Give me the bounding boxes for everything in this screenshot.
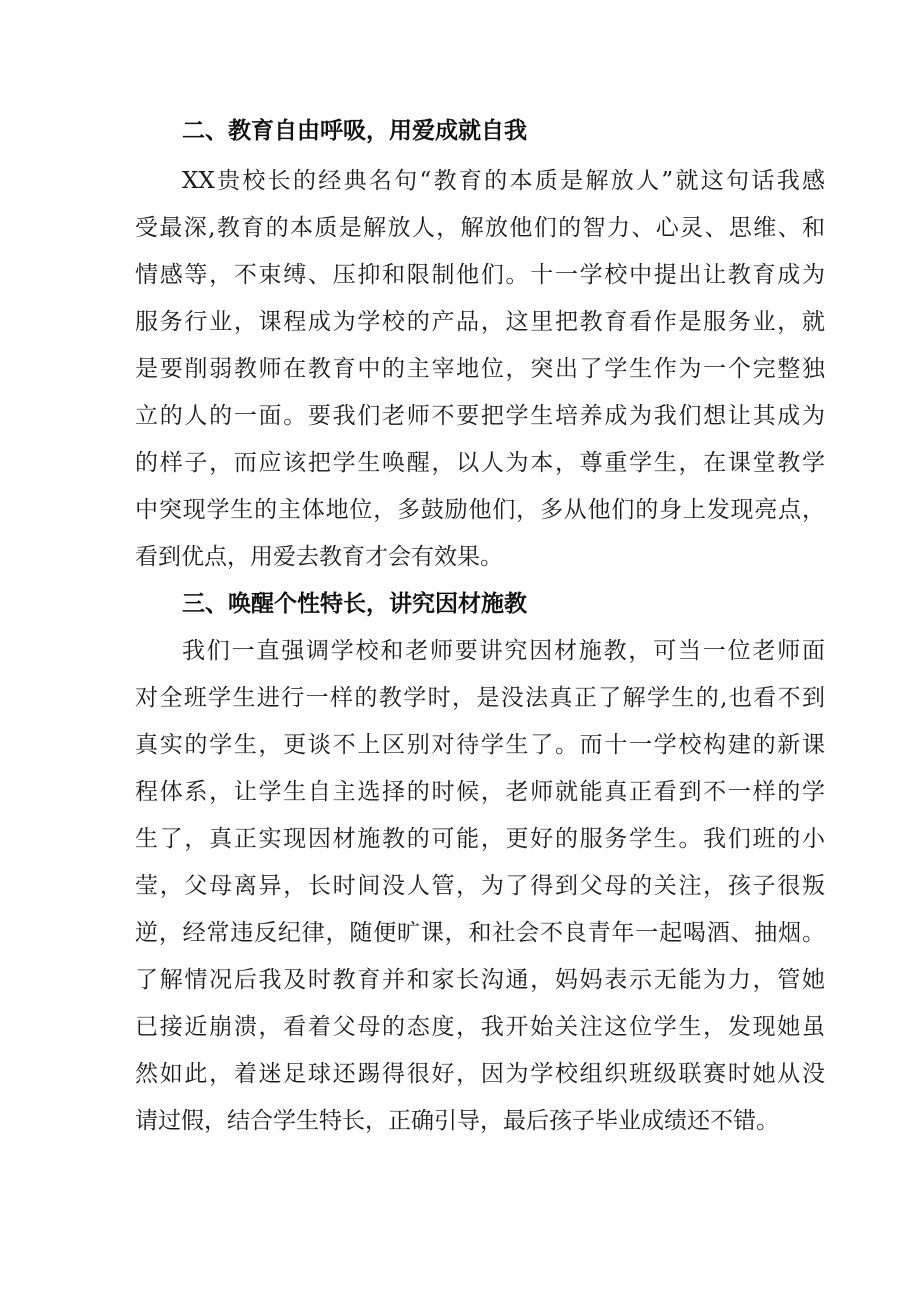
- paragraph-line: 受最深,教育的本质是解放人，解放他们的智力、心灵、思维、和: [135, 215, 825, 241]
- paragraph-line: 真实的学生，更谈不上区别对待学生了。而十一学校构建的新课: [135, 732, 825, 758]
- paragraph-line: 已接近崩溃，看着父母的态度，我开始关注这位学生，发现她虽: [135, 1014, 825, 1040]
- paragraph-line: 情感等，不束缚、压抑和限制他们。十一学校中提出让教育成为: [135, 262, 825, 288]
- paragraph-line: 的样子，而应该把学生唤醒，以人为本，尊重学生，在课堂教学: [135, 450, 825, 476]
- paragraph-line: 了解情况后我及时教育并和家长沟通，妈妈表示无能为力，管她: [135, 967, 825, 993]
- section-2-heading: 二、教育自由呼吸，用爱成就自我: [182, 118, 527, 144]
- paragraph-line: 逆，经常违反纪律，随便旷课，和社会不良青年一起喝酒、抽烟。: [135, 920, 825, 946]
- paragraph-line: XX贵校长的经典名句“教育的本质是解放人”就这句话我感: [182, 168, 825, 194]
- paragraph-line: 然如此，着迷足球还踢得很好，因为学校组织班级联赛时她从没: [135, 1061, 825, 1087]
- paragraph-line: 生了，真正实现因材施教的可能，更好的服务学生。我们班的小: [135, 826, 825, 852]
- paragraph-line: 立的人的一面。要我们老师不要把学生培养成为我们想让其成为: [135, 403, 825, 429]
- paragraph-line: 莹，父母离异，长时间没人管，为了得到父母的关注，孩子很叛: [135, 873, 825, 899]
- section-3-heading: 三、唤醒个性特长，讲究因材施教: [182, 591, 527, 617]
- paragraph-line: 看到优点，用爱去教育才会有效果。: [135, 544, 503, 570]
- paragraph-line: 我们一直强调学校和老师要讲究因材施教，可当一位老师面: [182, 638, 825, 664]
- paragraph-line: 对全班学生进行一样的教学时，是没法真正了解学生的,也看不到: [135, 685, 825, 711]
- paragraph-line: 服务行业，课程成为学校的产品，这里把教育看作是服务业，就: [135, 309, 825, 335]
- paragraph-line: 程体系，让学生自主选择的时候，老师就能真正看到不一样的学: [135, 779, 825, 805]
- paragraph-line: 中突现学生的主体地位，多鼓励他们，多从他们的身上发现亮点，: [135, 497, 825, 523]
- paragraph-line: 是要削弱教师在教育中的主宰地位，突出了学生作为一个完整独: [135, 356, 825, 382]
- paragraph-line: 请过假，结合学生特长，正确引导，最后孩子毕业成绩还不错。: [135, 1108, 779, 1134]
